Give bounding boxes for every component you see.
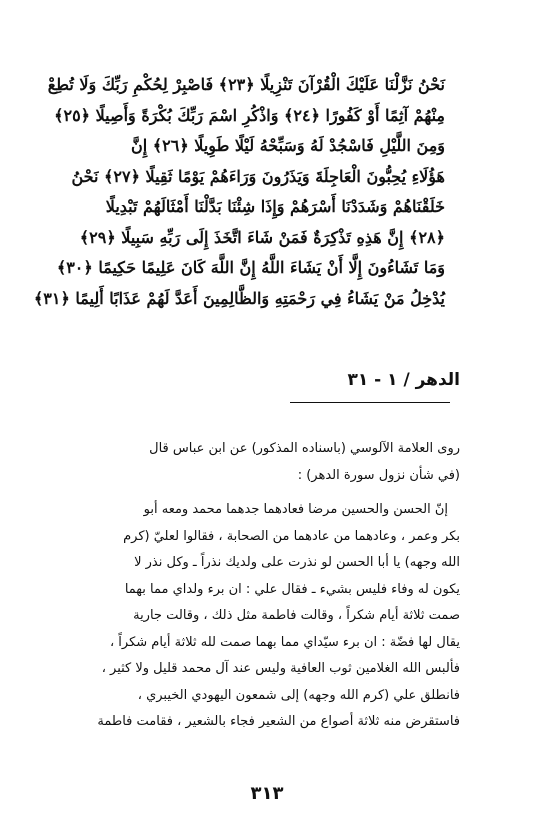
verse-line: يُدْخِلُ مَنْ يَشَاءُ فِي رَحْمَتِهِ وَالظَّالِمِينَ أَعَدَّ لَهُمْ عَذَابًا أَلِيمًا ﴿٣١﴾ <box>33 288 445 308</box>
page-number: ٣١٣ <box>250 783 284 804</box>
verse-line: مِنْهُمْ آثِمًا أَوْ كَفُورًا ﴿٢٤﴾ وَاذْكُرِ اسْمَ رَبِّكَ بُكْرَةً وَأَصِيلًا ﴿٢٥﴾ <box>54 105 445 125</box>
paragraph-line: فاستقرض منه ثلاثة أصواع من الشعير فجاء بالشعير ، فقامت فاطمة <box>97 714 460 729</box>
paragraph-line: صمت ثلاثة أيام شكراً ، وقالت فاطمة مثل ذلك ، وقالت جارية <box>133 608 460 623</box>
paragraph-line: يقال لها فضّة : ان برء سيّداي مما بهما صمت لله ثلاثة أيام شكراً ، <box>109 634 460 650</box>
paragraph-line: فانطلق علي (كرم الله وجهه) إلى شمعون اليهودي الخيبري ، <box>137 687 460 703</box>
intro-line: روى العلامة الآلوسي (باسناده المذكور) عن ابن عباس قال <box>149 441 460 456</box>
paragraph-line: الله وجهه) يا أبا الحسن لو نذرت على ولديك نذراً ـ وكل نذر لا <box>134 555 460 570</box>
paragraph-line: إنّ الحسن والحسين مرضا فعادهما جدهما محمد ومعه أبو <box>143 502 448 517</box>
verse-line: هَؤُلَاءِ يُحِبُّونَ الْعَاجِلَةَ وَيَذَرُونَ وَرَاءَهُمْ يَوْمًا ثَقِيلًا ﴿٢٧﴾ نَحْنُ <box>71 166 445 186</box>
narration-paragraph <box>66 497 460 736</box>
verse-line: وَمِنَ اللَّيْلِ فَاسْجُدْ لَهُ وَسَبِّحْهُ لَيْلًا طَوِيلًا ﴿٢٦﴾ إِنَّ <box>131 136 445 155</box>
commentary-text <box>66 436 460 736</box>
paragraph-line: فألبس الله الغلامين ثوب العافية وليس عند آل محمد قليل ولا كثير ، <box>101 661 460 676</box>
intro-line: (في شأن نزول سورة الدهر) : <box>297 467 460 483</box>
quran-verses-block <box>33 70 445 314</box>
surah-reference: الدهر / ١ - ٣١ <box>347 370 460 390</box>
verse-line: خَلَقْنَاهُمْ وَشَدَدْنَا أَسْرَهُمْ وَإِذَا شِئْنَا بَدَّلْنَا أَمْثَالَهُمْ تَبْدِيلًا <box>105 197 445 216</box>
paragraph-line: يكون له وفاء فليس بشيء ـ فقال علي : ان برء ولداي مما بهما <box>124 581 460 597</box>
verse-line: وَمَا تَشَاءُونَ إِلَّا أَنْ يَشَاءَ اللَّهُ إِنَّ اللَّهَ كَانَ عَلِيمًا حَكِيمًا ﴿٣٠﴾ <box>56 258 445 277</box>
verse-line: ﴿٢٨﴾ إِنَّ هَذِهِ تَذْكِرَةٌ فَمَنْ شَاءَ اتَّخَذَ إِلَى رَبِّهِ سَبِيلًا ﴿٢٩﴾ <box>79 227 445 247</box>
verse-line: نَحْنُ نَزَّلْنَا عَلَيْكَ الْقُرْآنَ تَنْزِيلًا ﴿٢٣﴾ فَاصْبِرْ لِحُكْمِ رَبِّكَ وَلَا تُطِعْ <box>47 75 445 94</box>
section-divider <box>290 402 450 403</box>
paragraph-line: بكر وعمر ، وعادهما من عادهما من الصحابة ، فقالوا لعليّ (كرم <box>123 528 460 544</box>
